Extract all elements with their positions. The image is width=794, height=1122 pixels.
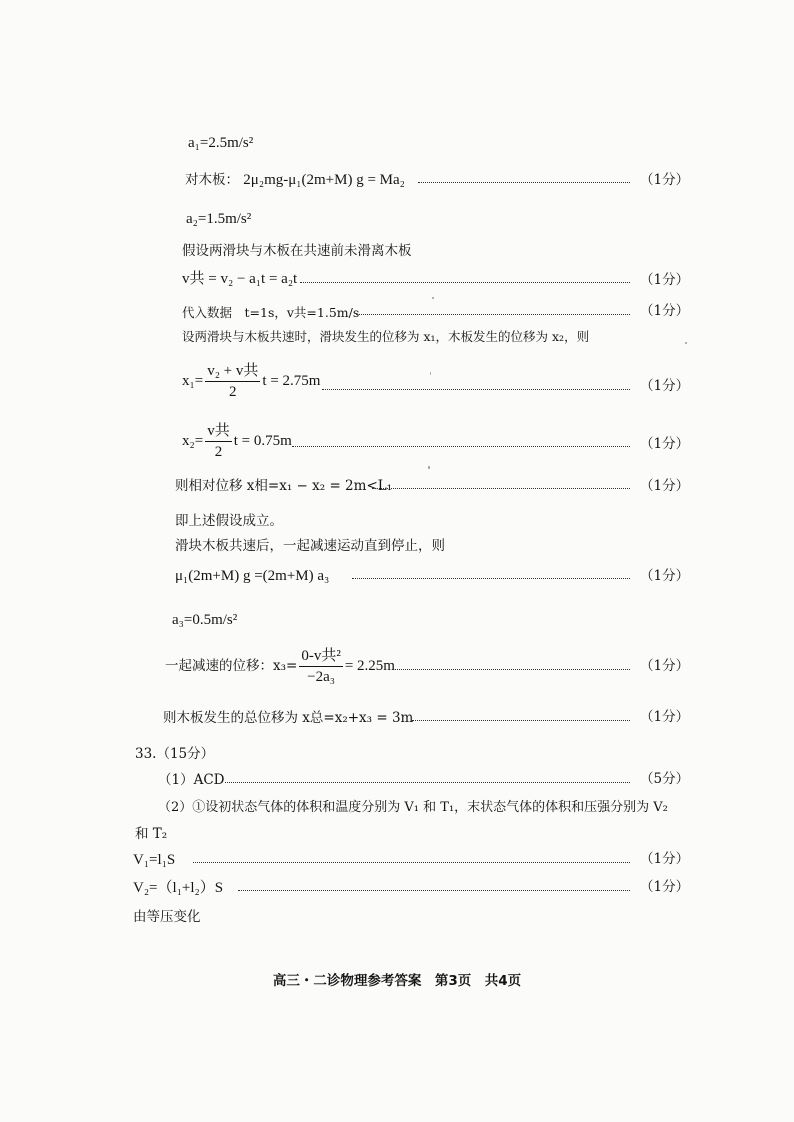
isobaric-text: 由等压变化 [133,909,201,925]
score-mark: （1分） [640,658,690,674]
score-mark: （1分） [640,709,690,725]
scan-speck [685,342,687,344]
a2-result: a₂=1.5m/s² [186,211,252,227]
page-footer: 高三・二诊物理参考答案 第3页 共4页 [272,973,522,989]
leader-dots [418,182,630,183]
q33-part2-setup: （2）①设初状态气体的体积和温度分别为 V₁ 和 T₁，末状态气体的体积和压强分别为 V₂ [158,800,668,815]
total-displacement-line: 则木板发生的总位移为 x总=x₂+x₃ = 3m [163,710,414,726]
common-velocity-equation: v共 = v₂ − a₁t = a₂t [182,271,298,287]
score-mark: （1分） [640,851,690,867]
leader-dots [356,314,630,315]
x2-denominator: 2 [214,444,223,460]
scan-speck [430,372,431,375]
leader-dots [352,578,630,579]
leader-dots [372,488,630,489]
question-33-heading: 33.（15分） [135,746,215,762]
v2-equation: V₂=（l₁+l₂）S [133,880,224,896]
x2-equation [182,422,292,461]
x3-equation [165,647,395,686]
decel-label: 一起减速的位移：x₃= [165,658,298,674]
x3-denominator: −2a₃ [307,669,336,685]
x1-numerator: v₂ + v共 [205,362,260,382]
leader-dots [193,862,630,863]
x1-lhs: x₁= [182,373,204,389]
substitute-data-line: 代入数据 t=1s，v共=1.5m/s [182,305,360,320]
a1-result: a₁=2.5m/s² [188,135,254,151]
scan-speck [428,466,430,469]
score-mark: （1分） [640,272,690,288]
assumption-holds-text: 即上述假设成立。 [175,513,283,529]
score-mark: （1分） [640,436,690,452]
leader-dots [300,282,630,283]
leader-dots [292,446,630,447]
x3-numerator: 0-v共² [299,647,343,667]
score-mark: （1分） [640,478,690,494]
x3-fraction [299,647,343,686]
score-mark: （1分） [640,879,690,895]
v1-equation: V₁=l₁S [133,852,176,868]
score-mark: （1分） [640,172,690,188]
together-decel-text: 滑块木板共速后，一起减速运动直到停止，则 [175,538,445,554]
q33-part1-answer: （1）ACD [158,772,225,788]
score-mark: （1分） [640,568,690,584]
x1-denominator: 2 [229,384,237,400]
displacement-setup-text: 设两滑块与木板共速时，滑块发生的位移为 x₁，木板发生的位移为 x₂，则 [182,329,590,344]
score-mark: （1分） [640,378,690,394]
leader-dots [322,389,630,390]
leader-dots [392,669,630,670]
board-equation-line [185,171,405,189]
x1-equation [182,362,320,401]
leader-dots [225,782,630,783]
assumption-text: 假设两滑块与木板在共速前未滑离木板 [182,243,412,259]
board-label: 对木板： [185,172,239,188]
score-mark: （1分） [640,303,690,319]
leader-dots [412,720,630,721]
relative-displacement-line: 则相对位移 x相=x₁ − x₂ = 2m<L₁ [175,478,393,494]
x2-fraction [205,422,232,461]
x2-rhs: t = 0.75m [233,433,292,449]
x2-lhs: x₂= [182,433,204,449]
x3-rhs: = 2.25m [344,658,395,674]
scan-speck [432,297,434,299]
a3-result: a₃=0.5m/s² [172,612,238,628]
leader-dots [238,890,630,891]
score-mark: （5分） [640,771,690,787]
x1-rhs: t = 2.75m [262,373,321,389]
board-equation: 2μ₂mg-μ₁(2m+M) g = Ma₂ [243,172,405,188]
x1-fraction [205,362,260,401]
x2-numerator: v共 [205,422,232,442]
q33-part2-setup-cont: 和 T₂ [135,826,168,842]
together-equation: μ₁(2m+M) g =(2m+M) a₃ [175,568,330,584]
